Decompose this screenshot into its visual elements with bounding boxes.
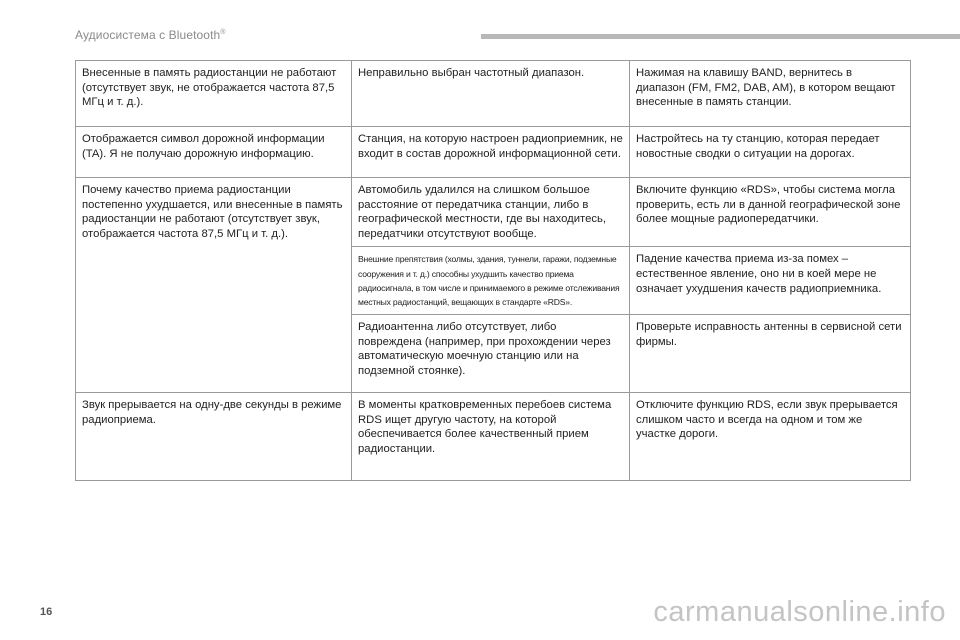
page-title: Аудиосистема с Bluetooth® — [75, 28, 226, 42]
solution-cell: Падение качества приема из-за помех – естественное явление, оно ни в коей мере не означает ухудшения качеств радиоприемника. — [630, 247, 911, 315]
watermark: carmanualsonline.info — [653, 596, 946, 628]
solution-cell: Нажимая на клавишу BAND, вернитесь в диапазон (FM, FM2, DAB, AM), в котором вещают внесенные в память станции. — [630, 61, 911, 127]
problem-cell: Почему качество приема радиостанции постепенно ухудшается, или внесенные в память радиостанции не работают (отсутствует звук, отображается частота 87,5 МГц и т. д.). — [76, 178, 352, 393]
solution-cell: Включите функцию «RDS», чтобы система могла проверить, есть ли в данной географической зоне более мощные радиопередатчики. — [630, 178, 911, 247]
registered-mark: ® — [220, 29, 226, 36]
cause-cell: Неправильно выбран частотный диапазон. — [352, 61, 630, 127]
problem-cell: Внесенные в память радиостанции не работают (отсутствует звук, не отображается частота 87,5 МГц и т. д.). — [76, 61, 352, 127]
page-header — [75, 28, 960, 48]
problem-cell: Звук прерывается на одну-две секунды в режиме радиоприема. — [76, 393, 352, 481]
table-row — [76, 61, 911, 127]
table-row — [76, 393, 911, 481]
solution-cell: Настройтесь на ту станцию, которая передает новостные сводки о ситуации на дорогах. — [630, 127, 911, 178]
troubleshooting-table — [75, 60, 911, 481]
cause-cell: В моменты кратковременных перебоев система RDS ищет другую частоту, на которой обеспечивается более качественный прием радиостанции. — [352, 393, 630, 481]
solution-cell: Отключите функцию RDS, если звук прерывается слишком часто и всегда на одном и том же участке дороги. — [630, 393, 911, 481]
table-row — [76, 178, 911, 247]
header-divider-bar — [481, 34, 960, 39]
solution-cell: Проверьте исправность антенны в сервисной сети фирмы. — [630, 315, 911, 393]
cause-cell: Внешние препятствия (холмы, здания, туннели, гаражи, подземные сооружения и т. д.) способны ухудшить качество приема радиосигнала, в том числе и принимаемого в режиме отслеживания местных радиостанций, вещающих в стандарте «RDS». — [352, 247, 630, 315]
cause-cell: Станция, на которую настроен радиоприемник, не входит в состав дорожной информационной сети. — [352, 127, 630, 178]
page-number: 16 — [40, 606, 53, 618]
cause-cell: Радиоантенна либо отсутствует, либо повреждена (например, при прохождении через автоматическую моечную станцию или на подземной стоянке). — [352, 315, 630, 393]
table-row — [76, 127, 911, 178]
cause-cell: Автомобиль удалился на слишком большое расстояние от передатчика станции, либо в географической местности, где вы находитесь, передатчики отсутствуют вообще. — [352, 178, 630, 247]
problem-cell: Отображается символ дорожной информации (TA). Я не получаю дорожную информацию. — [76, 127, 352, 178]
